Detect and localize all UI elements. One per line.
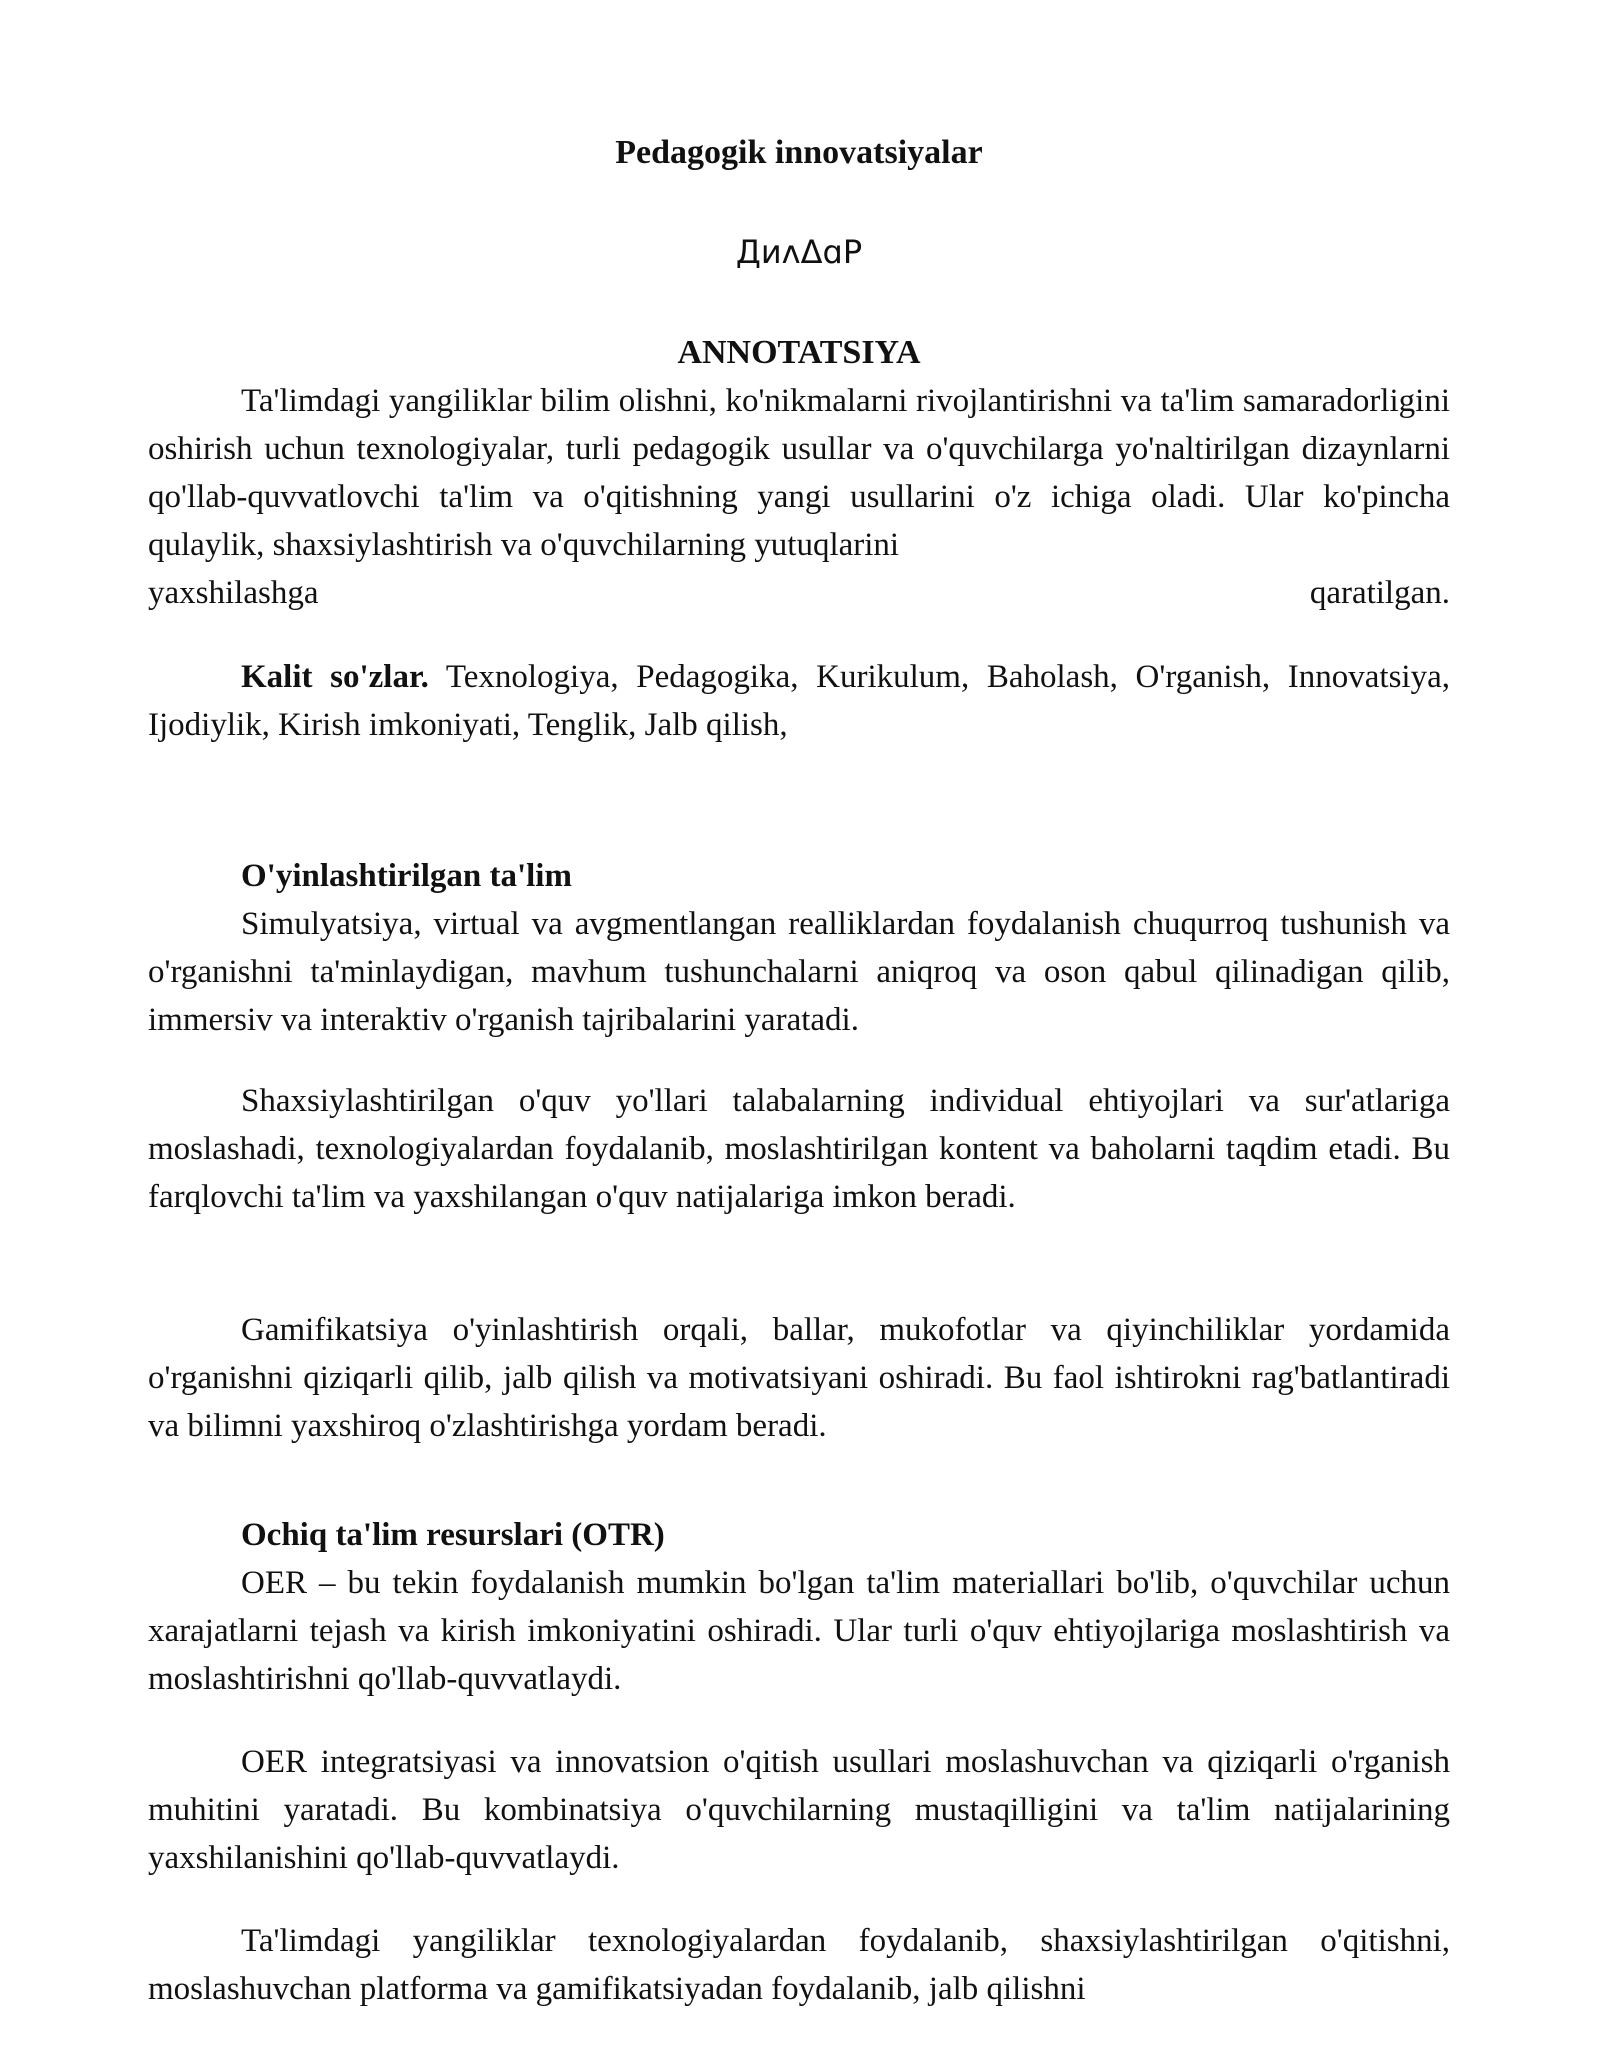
section1-paragraph-3: Gamifikatsiya o'yinlashtirish orqali, ballar, mukofotlar va qiyinchiliklar yordamida o'rganishni qiziqarli qilib, jalb qilish va motivatsiyani oshiradi. Bu faol ishtirokni rag'batlantiradi va bilimni yaxshiroq o'zlashtirishga yordam beradi. bbox=[148, 1312, 1450, 1444]
section1-heading: O'yinlashtirilgan ta'lim bbox=[241, 858, 572, 894]
keywords-paragraph bbox=[148, 653, 1450, 749]
document-title: Pedagogik innovatsiyalar bbox=[615, 134, 983, 171]
section2-heading: Ochiq ta'lim resurslari (OTR) bbox=[241, 1517, 665, 1553]
keywords-label: Kalit so'zlar. bbox=[241, 659, 429, 695]
section1-paragraph-1: Simulyatsiya, virtual va avgmentlangan realliklardan foydalanish chuqurroq tushunish va o'rganishni ta'minlaydigan, mavhum tushunchalarni aniqroq va oson qabul qilinadigan qilib, immersiv va interaktiv o'rganish tajribalarini yaratadi. bbox=[148, 906, 1450, 1038]
annotation-heading: ANNOTATSIYA bbox=[677, 334, 921, 371]
annotation-last-line bbox=[148, 569, 1450, 617]
annotation-last-right: qaratilgan. bbox=[1309, 575, 1450, 611]
annotation-paragraph bbox=[148, 377, 1450, 617]
section2-paragraph-2: OER integratsiyasi va innovatsion o'qitish usullari moslashuvchan va qiziqarli o'rganish muhitini yaratadi. Bu kombinatsiya o'quvchilarning mustaqilligini va ta'lim natijalarining yaxshilanishini qo'llab-quvvatlaydi. bbox=[148, 1744, 1450, 1876]
section2-paragraph-3: Ta'limdagi yangiliklar texnologiyalardan foydalanib, shaxsiylashtirilgan o'qitishni, moslashuvchan platforma va gamifikatsiyadan foydalanib, jalb qilishni bbox=[148, 1923, 1450, 2007]
annotation-last-left: yaxshilashga bbox=[148, 575, 319, 611]
section1-paragraph-2: Shaxsiylashtirilgan o'quv yo'llari talabalarning individual ehtiyojlari va sur'atlariga moslashadi, texnologiyalardan foydalanib, moslashtirilgan kontent va baholarni taqdim etadi. Bu farqlovchi ta'lim va yaxshilangan o'quv natijalariga imkon beradi. bbox=[148, 1083, 1450, 1215]
annotation-text: Ta'limdagi yangiliklar bilim olishni, ko'nikmalarni rivojlantirishni va ta'lim samaradorligini oshirish uchun texnologiyalar, turli pedagogik usullar va o'quvchilarga yo'naltirilgan dizaynlarni qo'llab-quvvatlovchi ta'lim va o'qitishning yangi usullarini o'z ichiga oladi. Ular ko'pincha qulaylik, shaxsiylashtirish va o'quvchilarning yutuqlarini bbox=[148, 383, 1450, 563]
section2-paragraph-1: OER – bu tekin foydalanish mumkin bo'lgan ta'lim materiallari bo'lib, o'quvchilar uchun xarajatlarni tejash va kirish imkoniyatini oshiradi. Ular turli o'quv ehtiyojlariga moslashtirish va moslashtirishni qo'llab-quvvatlaydi. bbox=[148, 1565, 1450, 1697]
author-name: ДиʌΔɑP bbox=[735, 233, 863, 271]
keywords-text: Texnologiya, Pedagogika, Kurikulum, Baholash, O'rganish, Innovatsiya, Ijodiylik, Kirish imkoniyati, Tenglik, Jalb qilish, bbox=[148, 659, 1450, 743]
